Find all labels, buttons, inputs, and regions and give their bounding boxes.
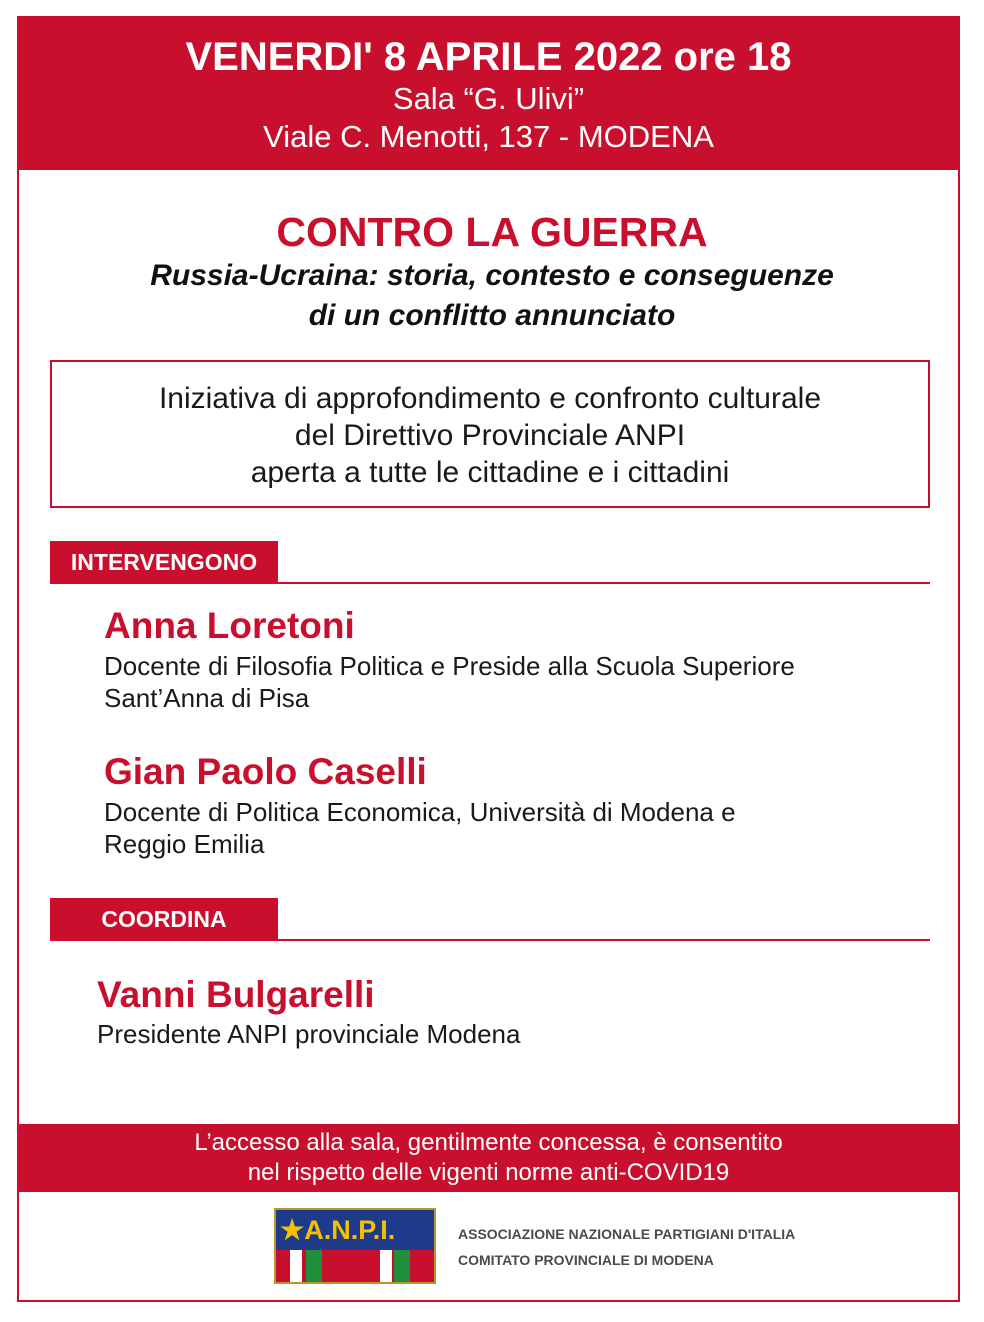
speaker-role xyxy=(104,796,904,860)
coordinator-section-label: COORDINA xyxy=(50,898,278,940)
speaker-name: Gian Paolo Caselli xyxy=(104,751,427,792)
initiative-line: Iniziativa di approfondimento e confronto culturale xyxy=(158,382,822,415)
speakers-section-label: INTERVENGONO xyxy=(50,541,278,583)
initiative-line: aperta a tutte le cittadine e i cittadini xyxy=(250,456,730,489)
section-divider xyxy=(50,939,930,941)
access-notice-line: nel rispetto delle vigenti norme anti-COVID19 xyxy=(247,1159,730,1186)
speaker-role-line: Docente di Politica Economica, Università di Modena e xyxy=(104,797,736,827)
flag-stripe xyxy=(306,1250,322,1282)
anpi-logo xyxy=(274,1208,436,1284)
org-name: ASSOCIAZIONE NAZIONALE PARTIGIANI D'ITALIA xyxy=(458,1226,796,1242)
event-date: VENERDI' 8 APRILE 2022 ore 18 xyxy=(185,35,792,79)
anpi-logo-mark: ★A.N.P.I. xyxy=(276,1210,434,1250)
org-branch: COMITATO PROVINCIALE DI MODENA xyxy=(458,1252,714,1268)
initiative-box xyxy=(50,360,930,508)
event-title: CONTRO LA GUERRA xyxy=(276,209,708,255)
speaker-role-line: Sant’Anna di Pisa xyxy=(104,683,310,713)
initiative-line: del Direttivo Provinciale ANPI xyxy=(294,419,686,452)
event-venue: Sala “G. Ulivi” xyxy=(392,81,585,116)
flag-stripe xyxy=(380,1250,392,1282)
access-notice xyxy=(17,1124,960,1192)
flag-stripes xyxy=(276,1250,434,1282)
flag-stripe xyxy=(290,1250,302,1282)
subtitle-line: di un conflitto annunciato xyxy=(308,299,676,332)
coordinator-name: Vanni Bulgarelli xyxy=(97,974,375,1015)
speaker-role xyxy=(104,650,904,714)
section-divider xyxy=(50,582,930,584)
flag-stripe xyxy=(394,1250,410,1282)
speaker-role-line: Reggio Emilia xyxy=(104,829,265,859)
event-subtitle xyxy=(0,256,984,336)
speaker-role-line: Docente di Filosofia Politica e Preside alla Scuola Superiore xyxy=(104,651,795,681)
access-notice-line: L’accesso alla sala, gentilmente concessa, è consentito xyxy=(194,1129,783,1156)
speaker-name: Anna Loretoni xyxy=(104,605,355,646)
coordinator-role: Presidente ANPI provinciale Modena xyxy=(97,1019,521,1049)
event-header xyxy=(17,16,960,170)
subtitle-line: Russia-Ucraina: storia, contesto e conseguenze xyxy=(150,259,834,292)
event-address: Viale C. Menotti, 137 - MODENA xyxy=(263,119,714,154)
